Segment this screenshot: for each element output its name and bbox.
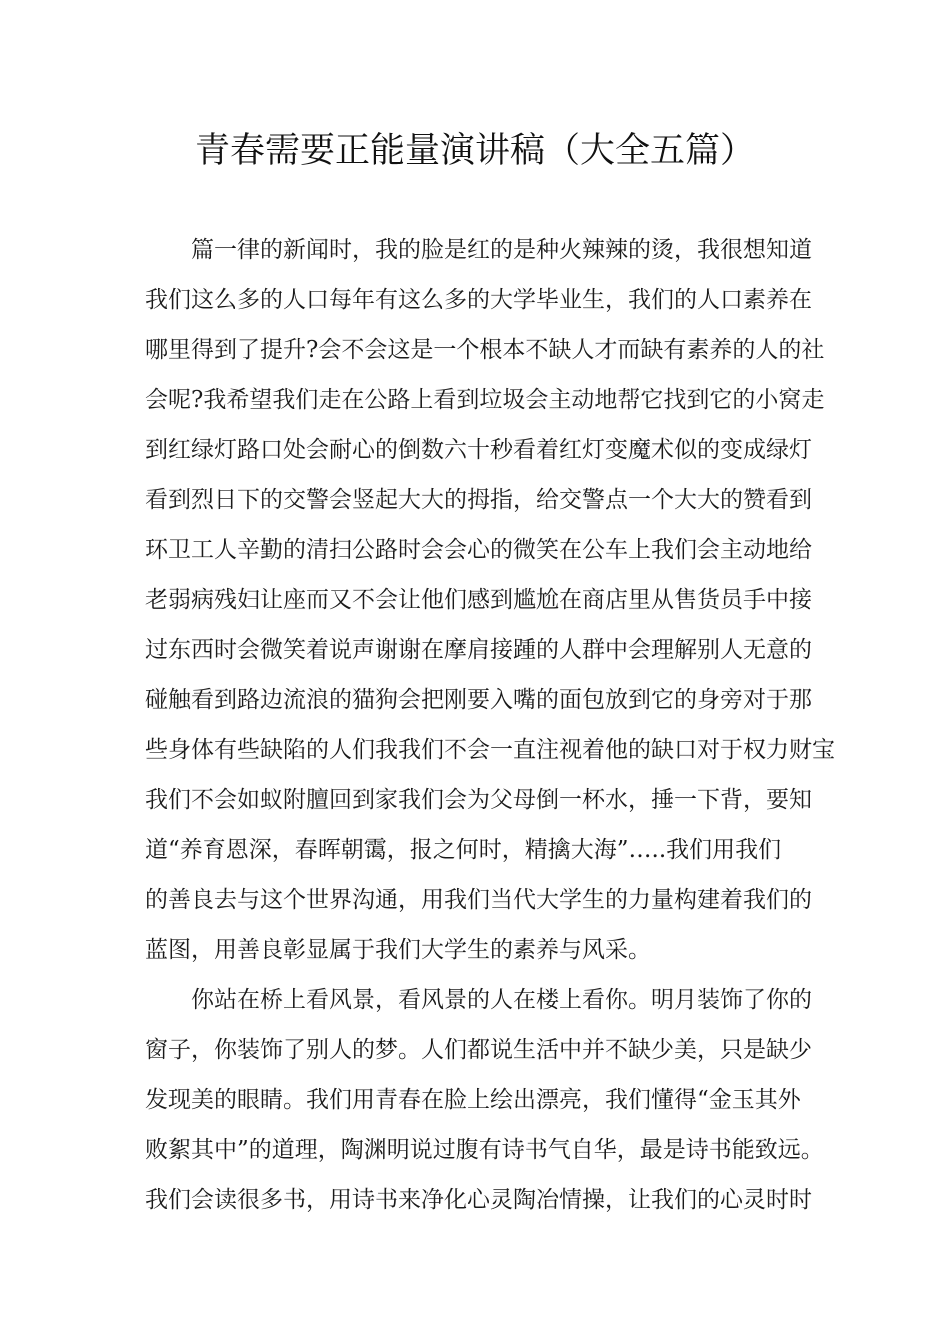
text-line: 我们不会如蚁附膻回到家我们会为父母倒一杯水，捶一下背，要知 — [145, 787, 812, 813]
text-line: 些身体有些缺陷的人们我我们不会一直注视着他的缺口对于权力财宝 — [145, 737, 835, 763]
text-line: 道“养育恩深，春晖朝霭，报之何时，精擒大海”…..我们用我们 — [145, 837, 782, 863]
text-line: 发现美的眼睛。我们用青春在脸上绘出漂亮，我们懂得“金玉其外 — [145, 1087, 801, 1113]
text-line: 我们这么多的人口每年有这么多的大学毕业生，我们的人口素养在 — [145, 287, 812, 313]
text-line: 老弱病残妇让座而又不会让他们感到尴尬在商店里从售货员手中接 — [145, 587, 812, 613]
text-line: 看到烈日下的交警会竖起大大的拇指，给交警点一个大大的赞看到 — [145, 487, 812, 513]
text-line: 哪里得到了提升?会不会这是一个根本不缺人才而缺有素养的人的社 — [145, 337, 825, 363]
text-line: 环卫工人辛勤的清扫公路时会会心的微笑在公车上我们会主动地给 — [145, 537, 812, 563]
text-line: 过东西时会微笑着说声谢谢在摩肩接踵的人群中会理解别人无意的 — [145, 637, 812, 663]
text-line: 你站在桥上看风景，看风景的人在楼上看你。明月装饰了你的 — [191, 987, 812, 1013]
text-line: 败絮其中”的道理，陶渊明说过腹有诗书气自华，最是诗书能致远。 — [145, 1137, 824, 1163]
text-line: 我们会读很多书，用诗书来净化心灵陶冶情操，让我们的心灵时时 — [145, 1187, 812, 1213]
text-line: 蓝图，用善良彰显属于我们大学生的素养与风采。 — [145, 937, 651, 963]
text-line: 碰触看到路边流浪的猫狗会把刚要入嘴的面包放到它的身旁对于那 — [145, 687, 812, 713]
text-line: 会呢?我希望我们走在公路上看到垃圾会主动地帮它找到它的小窝走 — [145, 387, 825, 413]
document-body — [145, 232, 835, 1232]
document-title: 青春需要正能量演讲稿（大全五篇） — [194, 131, 755, 171]
text-line: 窗子，你装饰了别人的梦。人们都说生活中并不缺少美，只是缺少 — [145, 1037, 812, 1063]
text-line: 到红绿灯路口处会耐心的倒数六十秒看着红灯变魔术似的变成绿灯 — [145, 437, 812, 463]
text-line: 篇一律的新闻时，我的脸是红的是种火辣辣的烫，我很想知道 — [191, 237, 812, 263]
text-line: 的善良去与这个世界沟通，用我们当代大学生的力量构建着我们的 — [145, 887, 812, 913]
